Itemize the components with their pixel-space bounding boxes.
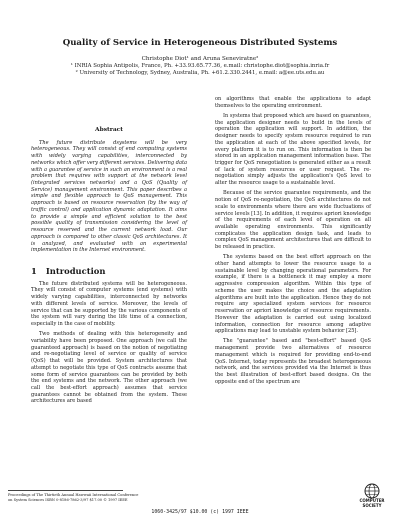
section-title: Introduction	[45, 265, 106, 276]
body-paragraph: on algorithms that enable the applications to adapt themselves to the operating environment.	[215, 96, 371, 109]
body-paragraph: In systems that proposed which are based on guarantees, the application designer needs to build in the levels of operation the application will support. In addition, the designer needs to specify system resource required to run the application at each of the above specified levels, for every platform it is to run on. This information is then be stored in an application management information base. The trigger for QoS renegotiation is generated either as a result of lack of system resources or user request. The re-negotiation simply adjusts the application's QoS level to alter the resource usage to a sustainable level.	[215, 112, 371, 187]
left-column	[31, 127, 187, 409]
logo-text-1: COMPUTER	[359, 498, 385, 503]
intro-paragraph: Two methods of dealing with this heterogeneity and variability have been proposed. One approach (we call the guaranteed approach) is based on the notion of negotiating and re-negotiating level of service or quality of service (QoS) that will be provided. System architectures that attempt to negotiate this type of QoS contracts assume that some form of service guarantees can be provided by both the end systems and the network. The other approach (we call the best-effort approach) assumes that service guarantees cannot be obtained from the system. These architectures are based	[31, 331, 187, 405]
body-paragraph: The "guarantee" based and "best-effort" based QoS management provide two alternatives of resource management which is required for providing end-to-end QoS. Internet, today represents the broadest heterogeneous network, and the services provided via the Internet is thus the best illustration of best-effort based designs. On the opposite end of the spectrum are	[215, 338, 371, 385]
affiliation-2: ² University of Technology, Sydney, Australia, Ph. +61.2.330.2441, e.mail: a@ee.uts.edu.au	[75, 69, 325, 76]
authors-line: Christophe Diot¹ and Aruna Seneviratne²	[141, 56, 259, 62]
footer-line-1: Proceedings of The Thirtieth Annual Hawwaii International Conference	[8, 493, 139, 497]
footer-note	[8, 493, 248, 502]
affiliation-1: ¹ INRIA Sophia Antipolis, France, Ph. +33.93.65.77.36, e.mail: christophe.diot@sophia.inria.fr	[70, 62, 330, 69]
abstract-heading: Abstract	[95, 126, 123, 133]
footer-rule	[8, 490, 123, 491]
paper-title: Quality of Service in Heterogeneous Distributed Systems	[62, 38, 338, 48]
globe-icon	[364, 483, 380, 499]
logo-text-2: SOCIETY	[362, 502, 382, 508]
author-block	[0, 56, 400, 77]
abstract-text: The future distribute dsystems will be very heterogeneous. They will consist of end computing systems with widely varying capabilities, interconnected by networks which offer very different services. Delivering data with a guarantee of service in such an environment is a real problem that requires with support at the network level (integrated services networks) and a QoS (Quality of Service) management environment. This paper describes a simple and flexible approach to QoS management. This approach is based on resource reservation (by the way of traffic control) and application dynamic adaptation. It aims to provide a simple and efficient solution to the best possible quality of transmission considering the level of resource reserved and the current network load. Our approach is compared to other classic QoS architectures. It is analyzed, and evaluated with an experimental implementation in the Internet environment.	[31, 139, 187, 254]
section-heading	[31, 265, 187, 276]
intro-paragraph: The future distributed systems will be heterogeneous. They will consist of computer systems (end systems) with widely varying capabilities, interconnected by networks with different levels of service. Moreover, the levels of service that can be supported by the various components of the system will vary during the life time of a connection, especially in the case of mobility.	[31, 280, 187, 327]
body-paragraph: Because of the service guarantee requirements, and the notion of QoS re-negotiation, the QoS architectures do not scale to environments where there are wide fluctuations of service levels [13]. In addition, it requires apriori knowledge of the requirements of each level of operation on all available operating environments. This significantly complicates the application design task, and leads to complex QoS management architectures that are difficult to be released in practice.	[215, 190, 371, 251]
computer-society-logo	[352, 483, 392, 508]
right-column	[215, 96, 371, 389]
body-paragraph: The systems based on the best effort approach on the other hand attempts to lower the resource usage to a sustainable level by changing operational parameters. For example, if there is a bottleneck it may employ a more aggressive compression algorithm. Within this type of scheme the user makes the choice and the adaptation algorithms are built into the application. Hence they do not require any specialized system services for resource reservation or apriori knowledge of resource requirements. However the adaptation is carried out using localized information, connection for resource among adaptive applications may lead to unstable system behavior [25].	[215, 254, 371, 335]
footer-line-2: on System Sciences ISBN 0-8186-7862-3/97 $17.00 © 1997 IEEE	[8, 497, 128, 502]
section-number: 1	[31, 265, 37, 276]
isbn-line: 1060-3425/97 $10.00 (c) 1997 IEEE	[151, 509, 249, 515]
